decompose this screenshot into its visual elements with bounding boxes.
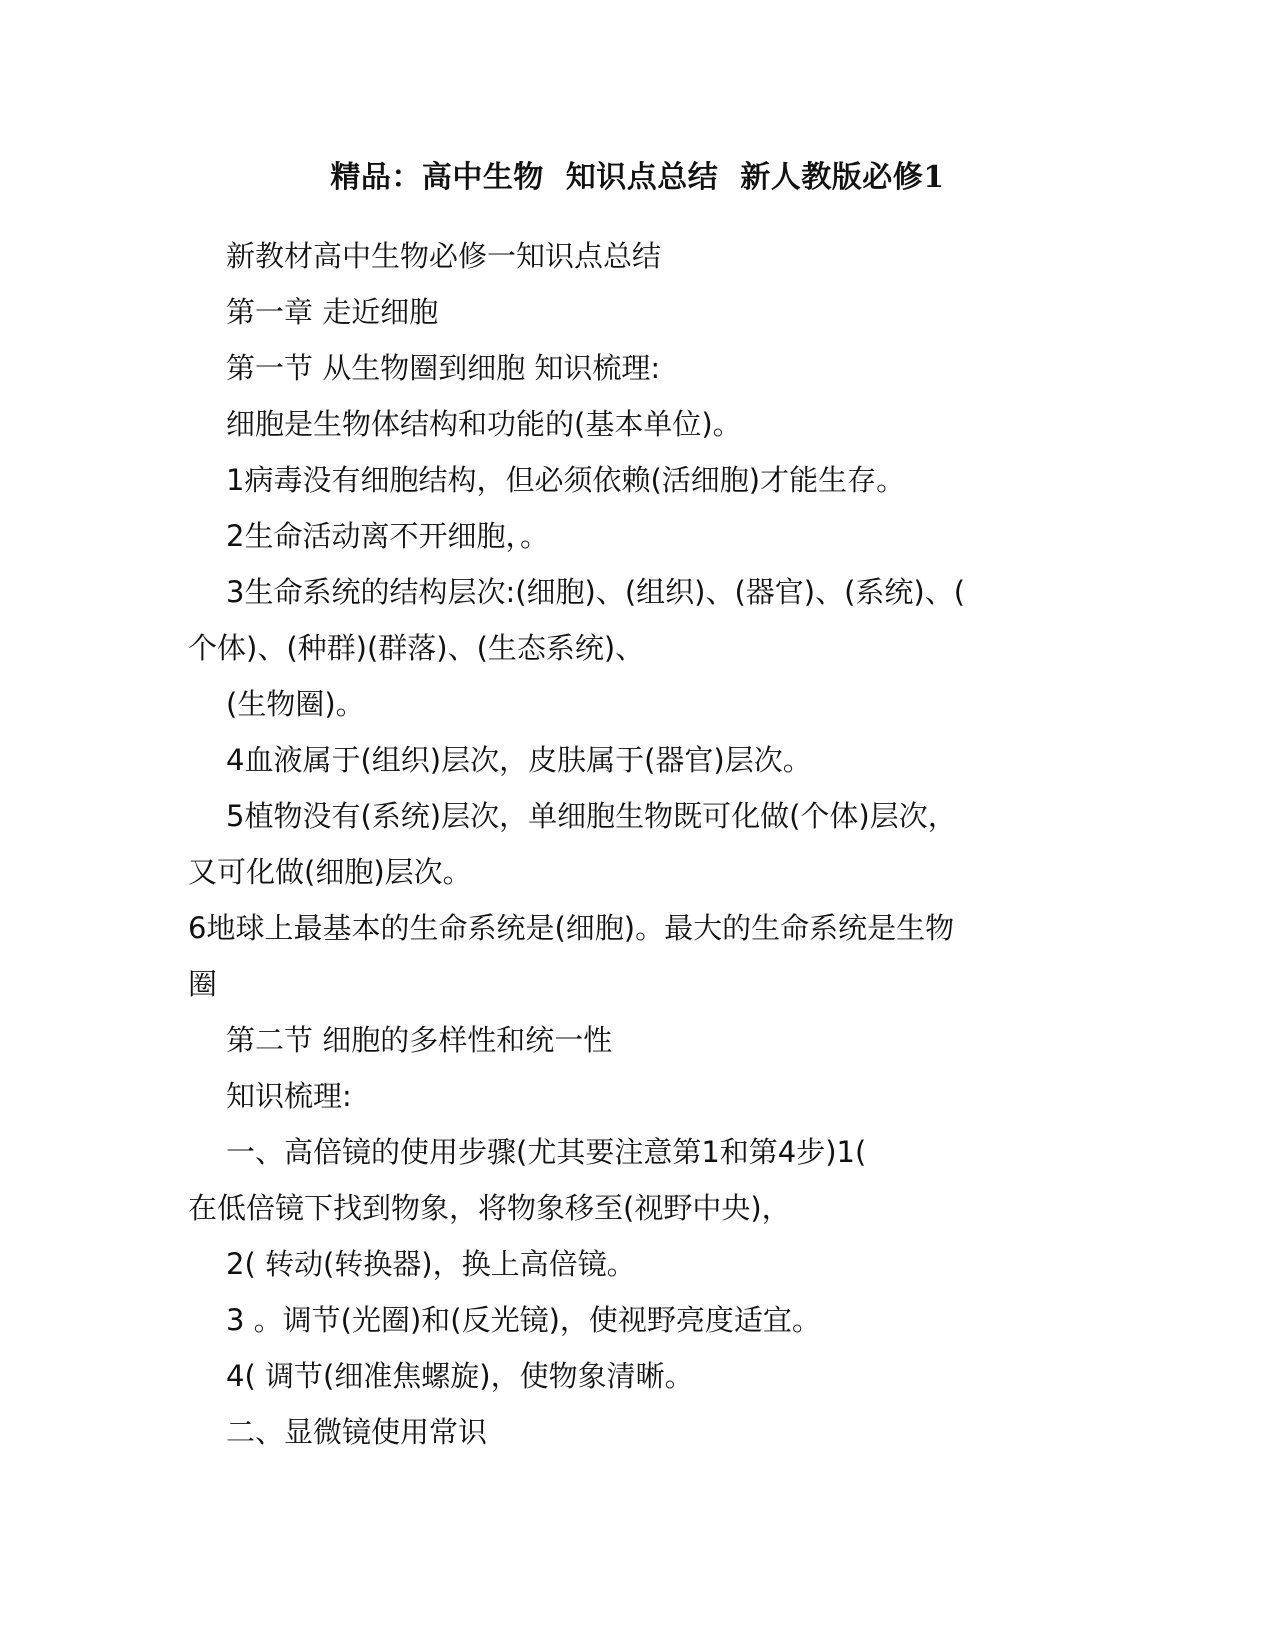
document-title: 精品：高中生物 知识点总结 新人教版必修1 (330, 160, 945, 195)
paragraph-line: 2生命活动离不开细胞，。 (226, 519, 549, 553)
paragraph-line: 4血液属于(组织)层次，皮肤属于(器官)层次。 (226, 743, 812, 777)
paragraph-line: 第二节 细胞的多样性和统一性 (226, 1023, 613, 1057)
paragraph-line: 圈 (188, 967, 218, 1001)
paragraph-line: 知识梳理: (226, 1079, 352, 1113)
paragraph-line: 3生命系统的结构层次:(细胞)、(组织)、(器官)、(系统)、( (226, 575, 966, 609)
paragraph-line: 新教材高中生物必修一知识点总结 (226, 239, 662, 273)
paragraph-line: 5植物没有(系统)层次，单细胞生物既可化做(个体)层次， (226, 799, 957, 833)
paragraph-line: (生物圈)。 (226, 687, 365, 721)
paragraph-line: 2( 转动(转换器)，换上高倍镜。 (226, 1247, 636, 1281)
paragraph-line: 3 。调节(光圈)和(反光镜)，使视野亮度适宜。 (226, 1303, 821, 1337)
paragraph-line: 在低倍镜下找到物象，将物象移至(视野中央)， (188, 1191, 791, 1225)
paragraph-line: 第一节 从生物圈到细胞 知识梳理: (226, 351, 661, 385)
paragraph-line: 6地球上最基本的生命系统是(细胞)。最大的生命系统是生物 (188, 911, 955, 945)
paragraph-line: 一、高倍镜的使用步骤(尤其要注意第1和第4步)1( (226, 1135, 867, 1169)
paragraph-line: 二、显微镜使用常识 (226, 1415, 488, 1449)
paragraph-line: 4( 调节(细准焦螺旋)，使物象清晰。 (226, 1359, 694, 1393)
paragraph-line: 第一章 走近细胞 (226, 295, 439, 329)
paragraph-line: 又可化做(细胞)层次。 (188, 855, 472, 889)
paragraph-line: 细胞是生物体结构和功能的(基本单位)。 (226, 407, 742, 441)
paragraph-line: 1病毒没有细胞结构，但必须依赖(活细胞)才能生存。 (226, 463, 906, 497)
paragraph-line: 个体)、(种群)(群落)、(生态系统)、 (188, 631, 645, 665)
document-body (188, 228, 1068, 1460)
